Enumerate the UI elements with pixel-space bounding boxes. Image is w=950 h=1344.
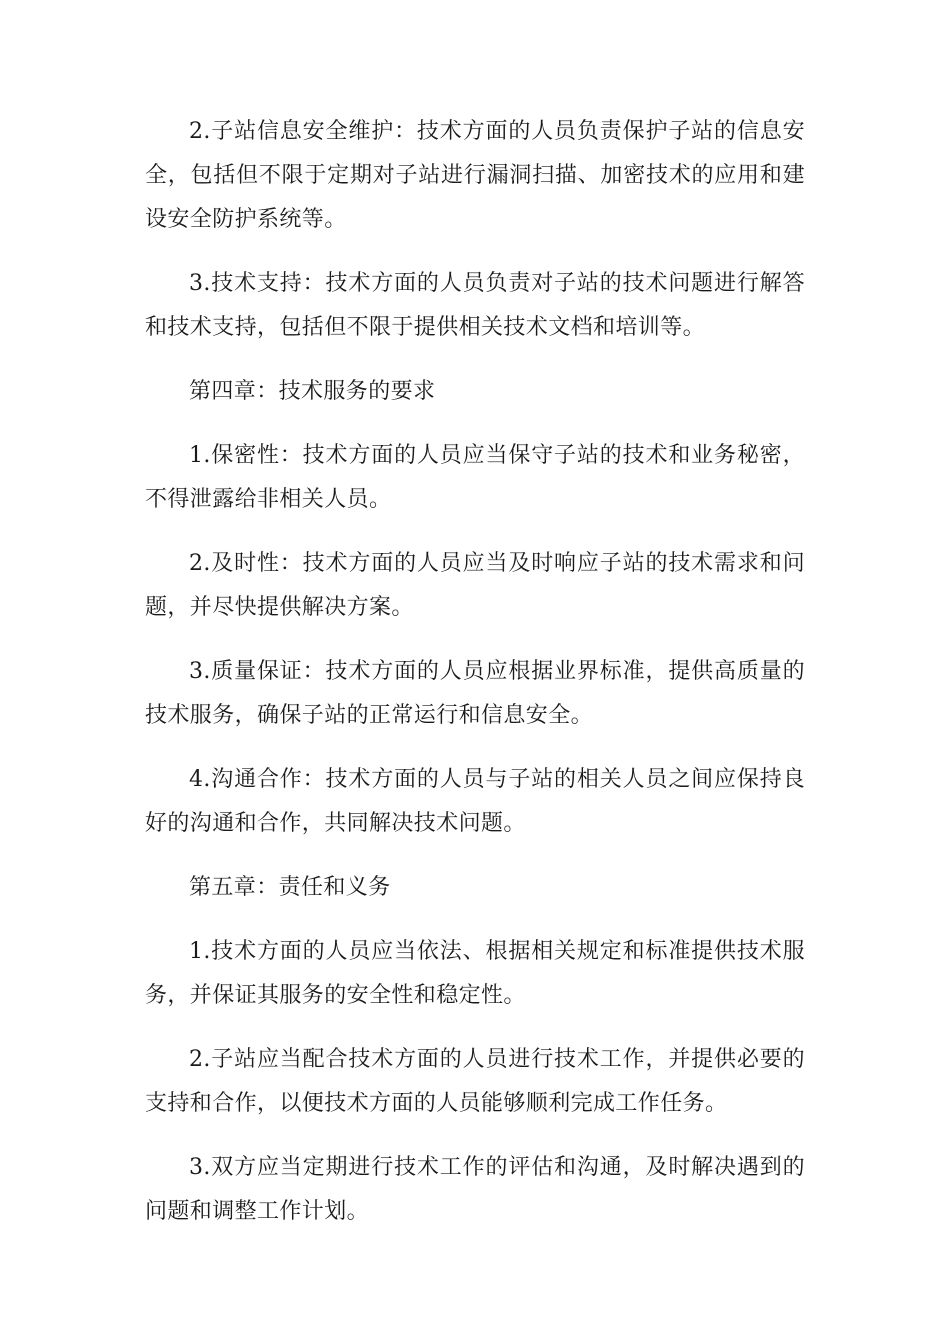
paragraph-5-3: 3.双方应当定期进行技术工作的评估和沟通，及时解决遇到的问题和调整工作计划。	[145, 1155, 805, 1224]
paragraph-4-1: 1.保密性：技术方面的人员应当保守子站的技术和业务秘密，不得泄露给非相关人员。	[145, 443, 805, 512]
paragraph-4-2: 2.及时性：技术方面的人员应当及时响应子站的技术需求和问题，并尽快提供解决方案。	[145, 551, 805, 620]
chapter-5-heading: 第五章：责任和义务	[189, 875, 391, 900]
paragraph-2-1: 2.子站信息安全维护：技术方面的人员负责保护子站的信息安全，包括但不限于定期对子站进行漏洞扫描、加密技术的应用和建设安全防护系统等。	[145, 119, 805, 232]
paragraph-4-4: 4.沟通合作：技术方面的人员与子站的相关人员之间应保持良好的沟通和合作，共同解决技术问题。	[145, 767, 805, 836]
paragraph-5-2: 2.子站应当配合技术方面的人员进行技术工作，并提供必要的支持和合作，以便技术方面的人员能够顺利完成工作任务。	[145, 1047, 805, 1116]
paragraph-2-2: 3.技术支持：技术方面的人员负责对子站的技术问题进行解答和技术支持，包括但不限于提供相关技术文档和培训等。	[145, 271, 805, 340]
chapter-4-heading: 第四章：技术服务的要求	[189, 379, 436, 404]
document-page	[145, 110, 805, 1254]
paragraph-4-3: 3.质量保证：技术方面的人员应根据业界标准，提供高质量的技术服务，确保子站的正常运行和信息安全。	[145, 659, 805, 728]
paragraph-5-1: 1.技术方面的人员应当依法、根据相关规定和标准提供技术服务，并保证其服务的安全性和稳定性。	[145, 939, 805, 1008]
